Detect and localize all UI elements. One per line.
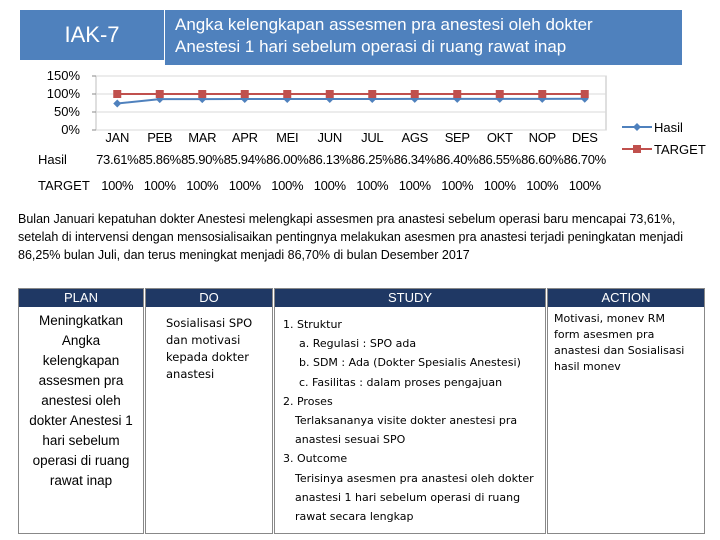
data-point-target [496,90,504,98]
y-tick-label: 100% [46,86,80,101]
title-line-2: Anestesi 1 hari sebelum operasi di ruang rawat inap [175,37,567,56]
data-label-target: 100% [568,178,601,193]
data-label-target: 100% [398,178,431,193]
x-tick-label: MEI [276,130,299,145]
data-label-hasil: 85.90% [181,152,224,167]
action-line: hasil monev [554,360,621,373]
y-tick-label: 0% [61,122,80,137]
action-column [547,288,705,534]
row-label-hasil: Hasil [38,152,67,167]
summary-paragraph: Bulan Januari kepatuhan dokter Anestesi melengkapi assesmen pra anastesi sebelum operasi baru mencapai 73,61%, setelah di intervensi dengan mensosialisaikan pentingnya melakukan asesmen pra anastesi terjadi peningkatan menjadi 86,25% bulan Juli, dan terus meningkat menjadi 86,70% di bulan Desember 2017 [18,212,683,262]
data-label-target: 100% [186,178,219,193]
study-item-1: 1. Struktur [283,318,342,331]
x-tick-label: AGS [401,130,429,145]
study-item-2-line-2: anastesi sesuai SPO [295,433,406,447]
study-item-2: 2. Proses [283,394,333,408]
x-tick-label: MAR [188,130,217,145]
data-point-target [368,90,376,98]
do-line: kepada dokter [166,350,249,364]
plan-line: Meningkatkan [38,313,124,328]
data-label-hasil: 86.40% [436,152,479,167]
data-label-target: 100% [313,178,346,193]
plan-line: operasi di ruang [32,453,130,468]
data-point-target [411,90,419,98]
row-label-target: TARGET [38,178,90,193]
x-tick-label: JUN [317,130,342,145]
study-body [275,307,545,526]
plan-header: PLAN [19,289,143,307]
plan-line: Angka [61,333,101,348]
legend-item-hasil [622,116,706,138]
action-line: form asesmen pra [554,328,655,341]
data-point-target [156,90,164,98]
data-point-target [538,90,546,98]
legend-marker-hasil [622,122,652,132]
plan-line: rawat inap [49,473,113,488]
plot-area [96,76,606,130]
data-label-hasil: 85.86% [138,152,181,167]
do-body [146,307,272,383]
plan-line: dokter Anestesi 1 [29,413,133,428]
do-line: Sosialisasi SPO [166,316,253,330]
action-line: anastesi dan Sosialisasi [554,344,685,357]
y-tick-label: 50% [53,104,80,119]
study-item-1b: b. SDM : Ada (Dokter Spesialis Anestesi) [299,356,521,370]
data-point-target [113,90,121,98]
x-tick-label: NOP [528,130,556,145]
data-label-hasil: 73.61% [96,152,139,167]
data-label-target: 100% [483,178,516,193]
indicator-code: IAK-7 [64,22,120,47]
data-point-target [326,90,334,98]
data-label-hasil: 86.34% [393,152,436,167]
data-label-hasil: 86.00% [266,152,309,167]
x-tick-label: PEB [147,130,173,145]
data-label-hasil: 86.70% [563,152,606,167]
x-tick-label: OKT [486,130,513,145]
study-item-3-line-2: anastesi 1 hari sebelum operasi di ruang [295,490,521,504]
study-item-3-line-1: Terisinya asesmen pra anastesi oleh dokter [295,471,534,485]
data-label-hasil: 86.55% [478,152,521,167]
legend-label-hasil: Hasil [654,119,683,135]
legend-marker-target [622,144,652,154]
study-item-1a: a. Regulasi : SPO ada [299,337,417,351]
data-label-target: 100% [441,178,474,193]
plan-line: hari sebelum [42,433,120,448]
study-header: STUDY [275,289,545,307]
legend-item-target [622,138,706,160]
data-point-target [283,90,291,98]
plan-body [19,307,143,495]
x-tick-label: JUL [361,130,384,145]
do-column [145,288,273,534]
study-item-3: 3. Outcome [283,452,348,466]
data-point-target [198,90,206,98]
x-tick-label: SEP [444,130,470,145]
do-line: anastesi [166,367,215,381]
study-item-2-line-1: Terlaksananya visite dokter anestesi pra [295,414,518,428]
study-item-3-line-3: rawat secara lengkap [295,510,414,524]
data-label-target: 100% [271,178,304,193]
data-label-target: 100% [526,178,559,193]
data-label-hasil: 85.94% [223,152,266,167]
plan-line: kelengkapan [42,353,120,368]
data-point-target [581,90,589,98]
data-label-target: 100% [143,178,176,193]
data-label-target: 100% [356,178,389,193]
y-tick-label: 150% [46,68,80,83]
data-point-target [453,90,461,98]
data-label-hasil: 86.25% [351,152,394,167]
indicator-code-box [20,10,164,60]
x-tick-label: JAN [105,130,130,145]
data-label-hasil: 86.13% [308,152,351,167]
plan-line: assesmen pra [38,373,124,388]
plan-line: anestesi oleh [41,393,121,408]
do-header: DO [146,289,272,307]
data-label-hasil: 86.60% [521,152,564,167]
plan-column [18,288,144,534]
action-line: Motivasi, monev RM [554,312,665,325]
title-box [165,10,682,65]
data-point-target [241,90,249,98]
data-label-target: 100% [228,178,261,193]
legend-label-target: TARGET [654,141,706,157]
action-header: ACTION [548,289,704,307]
study-item-1c: c. Fasilitas : dalam proses pengajuan [299,375,503,389]
study-column [274,288,546,534]
chart-legend [622,116,706,160]
do-line: dan motivasi [166,333,241,347]
title-line-1: Angka kelengkapan assesmen pra anestesi oleh dokter [175,15,593,34]
action-body [548,307,704,375]
x-tick-label: DES [571,130,598,145]
data-label-target: 100% [101,178,134,193]
x-tick-label: APR [231,130,258,145]
